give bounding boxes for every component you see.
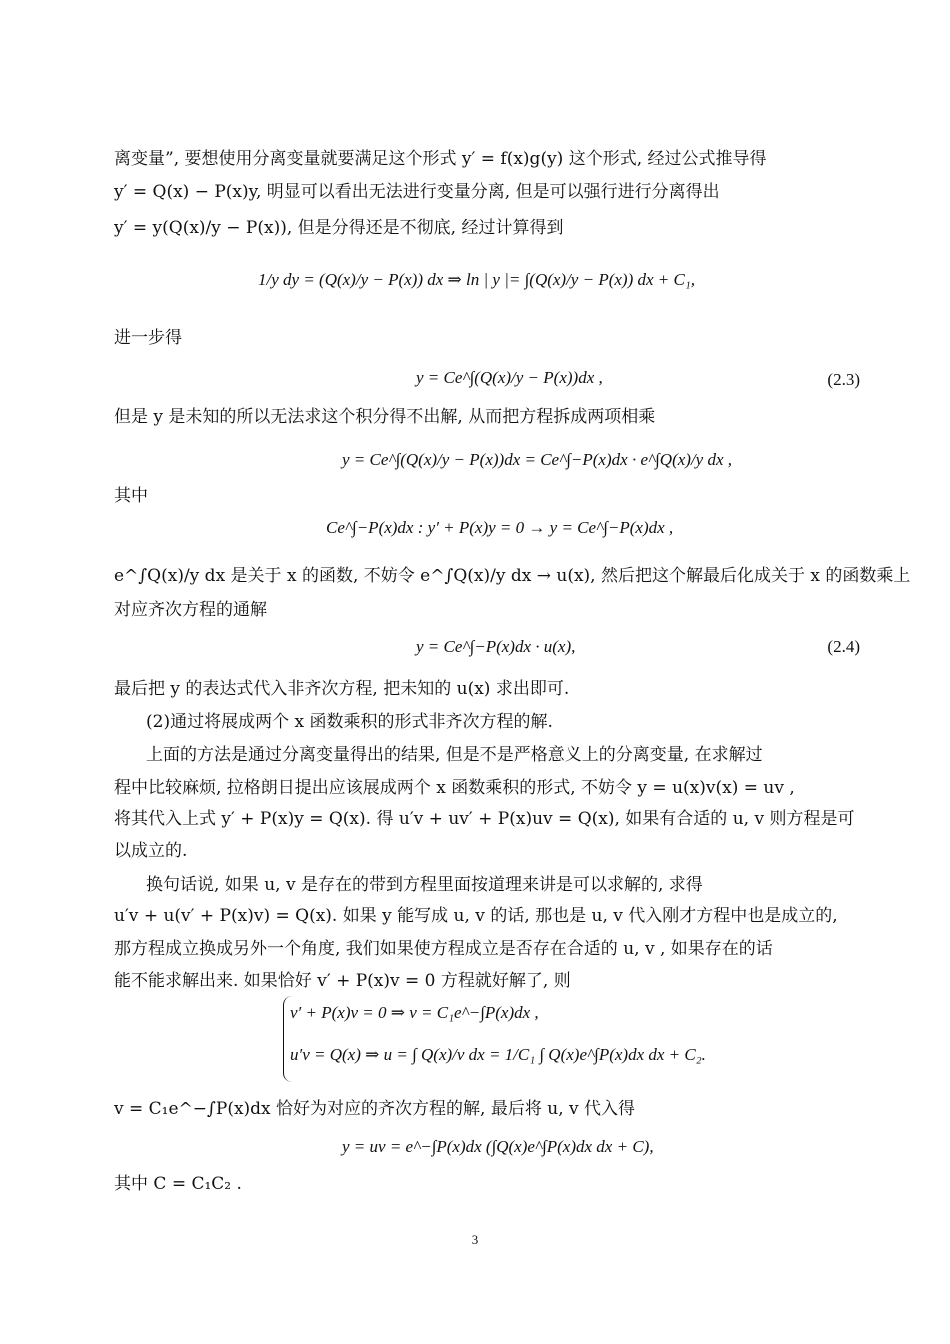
text-line-19: v = C₁e^−∫P(x)dx 恰好为对应的齐次方程的解, 最后将 u, v 代入得 bbox=[114, 1099, 636, 1119]
equation-number-2-3: (2.3) bbox=[827, 370, 860, 389]
text-line-20: 其中 C = C₁C₂ . bbox=[114, 1174, 242, 1194]
page-number: 3 bbox=[471, 1232, 479, 1247]
text-line-18: 能不能求解出来. 如果恰好 v′ + P(x)v = 0 方程就好解了, 则 bbox=[114, 971, 571, 991]
text-line-3: y′ = y(Q(x)/y − P(x)), 但是分得还是不彻底, 经过计算得到 bbox=[114, 218, 564, 238]
equation-homogeneous: Ce^∫−P(x)dx : y′ + P(x)y = 0 → y = Ce^∫−P(x)dx , bbox=[326, 518, 674, 537]
text-line-12: 程中比较麻烦, 拉格朗日提出应该展成两个 x 函数乘积的形式, 不妨令 y = u(x)v(x) = uv , bbox=[114, 778, 795, 798]
equation-2-4: y = Ce^∫−P(x)dx · u(x), bbox=[416, 637, 576, 656]
text-line-8: 对应齐次方程的通解 bbox=[114, 600, 267, 620]
equation-2-3: y = Ce^∫(Q(x)/y − P(x))dx , bbox=[416, 368, 603, 387]
equation-system-v: v′ + P(x)v = 0 ⇒ v = C₁e^−∫P(x)dx , bbox=[290, 1003, 539, 1022]
text-line-11: 上面的方法是通过分离变量得出的结果, 但是不是严格意义上的分离变量, 在求解过 bbox=[146, 745, 763, 765]
text-line-1: 离变量”, 要想使用分离变量就要满足这个形式 y′ = f(x)g(y) 这个形式, 经过公式推导得 bbox=[114, 149, 767, 169]
text-line-16: u′v + u(v′ + P(x)v) = Q(x). 如果 y 能写成 u, v 的话, 那也是 u, v 代入刚才方程中也是成立的, bbox=[114, 906, 838, 926]
text-line-10: (2)通过将展成两个 x 函数乘积的形式非齐次方程的解. bbox=[146, 712, 553, 732]
text-line-13: 将其代入上式 y′ + P(x)y = Q(x). 得 u′v + uv′ + P(x)uv = Q(x), 如果有合适的 u, v 则方程是可 bbox=[114, 809, 855, 829]
text-line-6: 其中 bbox=[114, 486, 148, 506]
text-line-2: y′ = Q(x) − P(x)y, 明显可以看出无法进行变量分离, 但是可以强行进行分离得出 bbox=[114, 182, 720, 202]
text-line-17: 那方程成立换成另外一个角度, 我们如果使方程成立是否存在合适的 u, v , 如果存在的话 bbox=[114, 939, 773, 959]
text-line-15: 换句话说, 如果 u, v 是存在的带到方程里面按道理来讲是可以求解的, 求得 bbox=[146, 875, 703, 895]
equation-number-2-4: (2.4) bbox=[827, 637, 860, 656]
text-line-9: 最后把 y 的表达式代入非齐次方程, 把未知的 u(x) 求出即可. bbox=[114, 679, 570, 699]
equation-separation: 1/y dy = (Q(x)/y − P(x)) dx ⇒ ln | y |= ∫(Q(x)/y − P(x)) dx + C₁, bbox=[258, 270, 696, 289]
text-line-14: 以成立的. bbox=[114, 841, 188, 861]
equation-system-u: u′v = Q(x) ⇒ u = ∫ Q(x)/v dx = 1/C₁ ∫ Q(x)e^∫P(x)dx dx + C₂. bbox=[290, 1045, 706, 1064]
equation-split-product: y = Ce^∫(Q(x)/y − P(x))dx = Ce^∫−P(x)dx · e^∫Q(x)/y dx , bbox=[342, 450, 733, 469]
text-line-5: 但是 y 是未知的所以无法求这个积分得不出解, 从而把方程拆成两项相乘 bbox=[114, 407, 656, 427]
text-line-7: e^∫Q(x)/y dx 是关于 x 的函数, 不妨令 e^∫Q(x)/y dx → u(x), 然后把这个解最后化成关于 x 的函数乘上 bbox=[114, 566, 911, 586]
text-line-4: 进一步得 bbox=[114, 328, 182, 348]
equation-general-solution: y = uv = e^−∫P(x)dx (∫Q(x)e^∫P(x)dx dx + C), bbox=[342, 1137, 654, 1156]
